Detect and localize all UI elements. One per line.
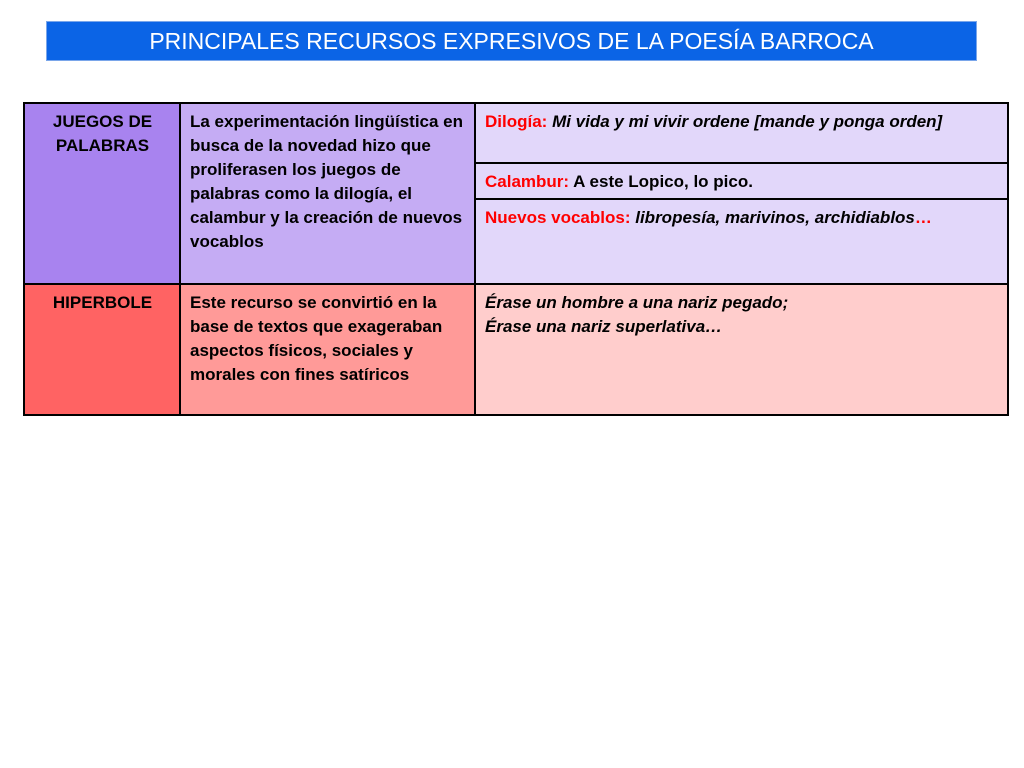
resource-description: Este recurso se convirtió en la base de textos que exageraban aspectos físicos, sociales y morales con fines satíricos bbox=[180, 284, 475, 415]
example-dilogia bbox=[475, 103, 1008, 163]
resource-description: La experimentación lingüística en busca de la novedad hizo que proliferasen los juegos de palabras como la dilogía, el calambur y la creación de nuevos vocablos bbox=[180, 103, 475, 284]
example-calambur bbox=[475, 163, 1008, 199]
example-term: Dilogía: bbox=[485, 112, 548, 131]
example-text: Mi vida y mi vivir ordene [mande y ponga orden] bbox=[552, 112, 943, 131]
example-line: Érase una nariz superlativa… bbox=[485, 317, 723, 336]
example-term: Nuevos vocablos: bbox=[485, 208, 631, 227]
example-text: A este Lopico, lo pico. bbox=[573, 172, 753, 191]
page-title: PRINCIPALES RECURSOS EXPRESIVOS DE LA POESÍA BARROCA bbox=[46, 21, 977, 61]
resource-label: JUEGOS DE PALABRAS bbox=[24, 103, 180, 284]
example-nuevos-vocablos bbox=[475, 199, 1008, 284]
table-row bbox=[24, 103, 1008, 163]
example-term: Calambur: bbox=[485, 172, 570, 191]
example-ellipsis: … bbox=[914, 208, 932, 227]
resources-table bbox=[23, 102, 1009, 416]
resource-label: HIPERBOLE bbox=[24, 284, 180, 415]
example-text: libropesía, marivinos, archidiablos bbox=[635, 208, 915, 227]
example-line: Érase un hombre a una nariz pegado; bbox=[485, 293, 789, 312]
example-hiperbole bbox=[475, 284, 1008, 415]
table-row bbox=[24, 284, 1008, 415]
